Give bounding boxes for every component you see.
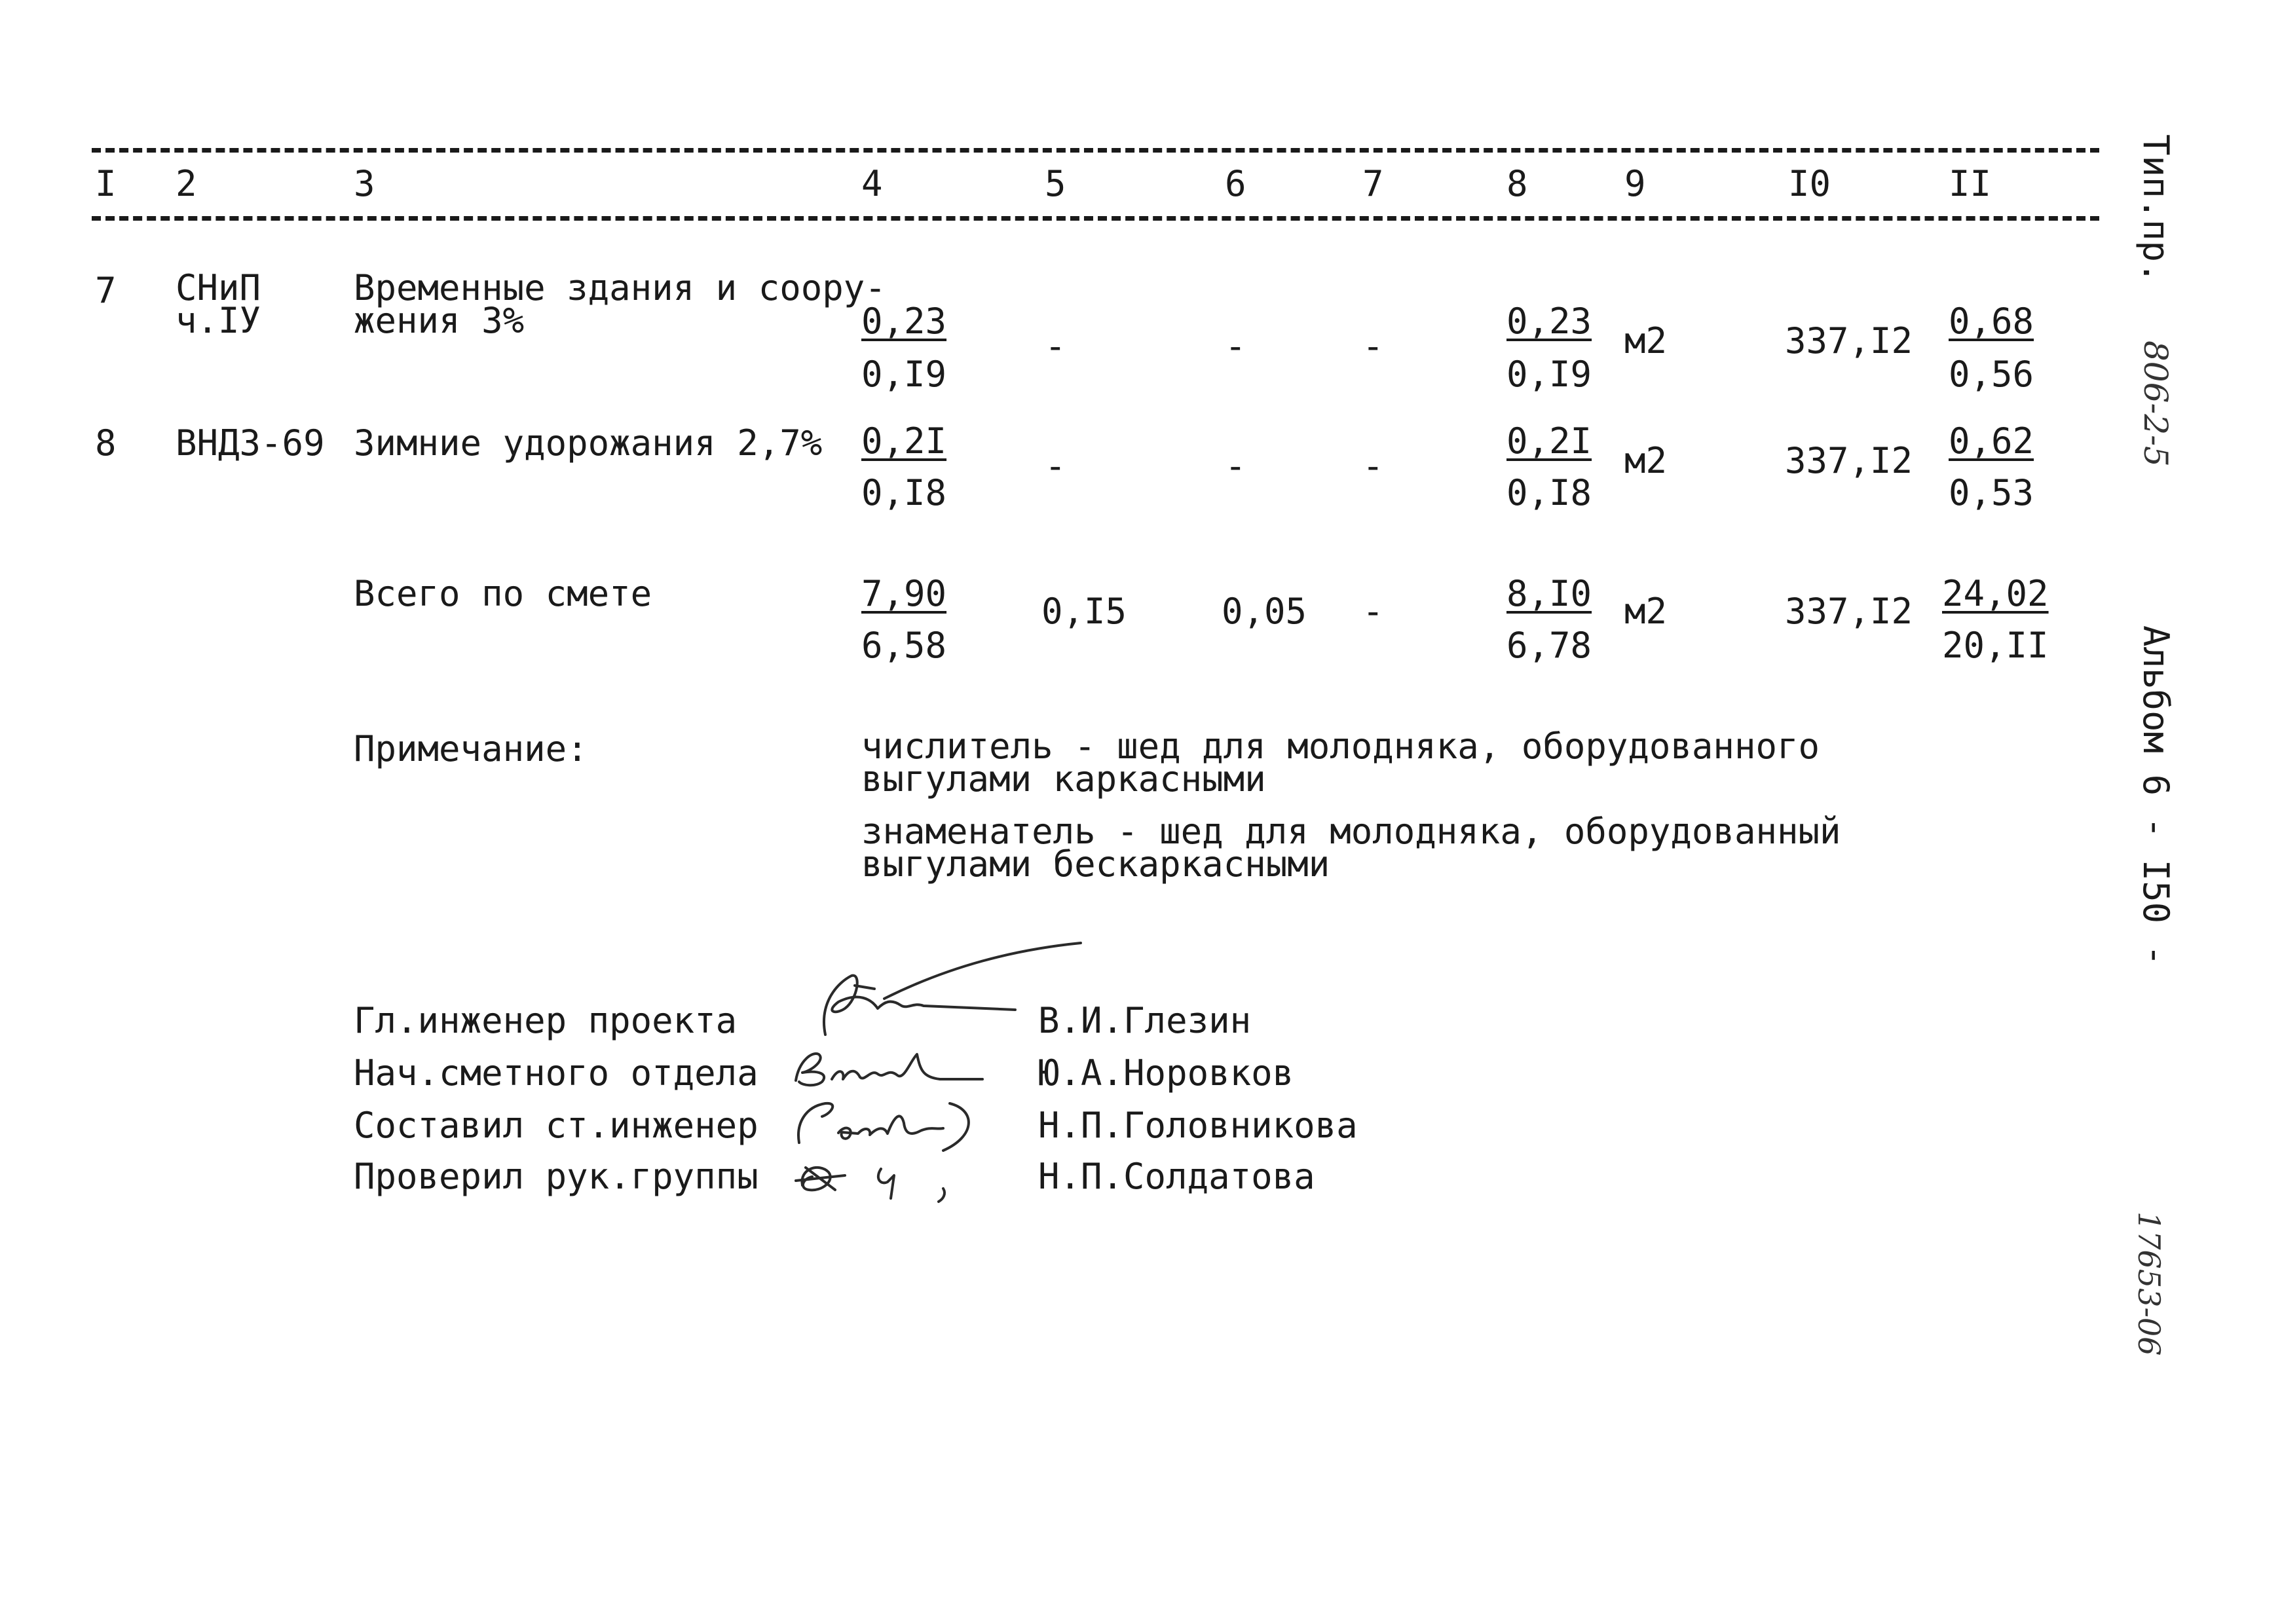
col-num-8: 8 <box>1506 163 1528 204</box>
c5-value: 0,I5 <box>1041 591 1127 632</box>
row-name-line1: Временные здания и соору- <box>354 267 886 308</box>
signer-position: Гл.инженер проекта <box>354 1000 738 1041</box>
signature-4-icon <box>783 1149 979 1202</box>
margin-project-label: Тип.пр. <box>2135 134 2177 284</box>
unit: м2 <box>1624 320 1668 361</box>
col-num-3: 3 <box>354 163 375 204</box>
c8-numerator: 0,23 <box>1506 301 1592 342</box>
unit: м2 <box>1624 591 1668 632</box>
c8-denominator: 0,I8 <box>1506 472 1592 513</box>
signer-name: Ю.А.Норовков <box>1038 1052 1294 1094</box>
col-num-2: 2 <box>176 163 197 204</box>
c7-value: - <box>1362 591 1384 632</box>
note-line-2: выгулами каркасными <box>861 758 1266 800</box>
c4-denominator: 0,I9 <box>861 354 947 395</box>
c10-value: 337,I2 <box>1785 440 1913 481</box>
signature-1-icon <box>799 936 1094 1048</box>
c6-value: - <box>1225 445 1246 487</box>
col-num-6: 6 <box>1225 163 1246 204</box>
signer-name: В.И.Глезин <box>1038 1000 1252 1041</box>
margin-project-number: 806-2-5 <box>2137 341 2175 467</box>
c10-value: 337,I2 <box>1785 320 1913 361</box>
total-label: Всего по смете <box>354 573 652 614</box>
col-num-5: 5 <box>1045 163 1066 204</box>
c5-value: - <box>1045 325 1066 367</box>
c11-numerator: 0,62 <box>1949 420 2034 462</box>
signer-name: Н.П.Солдатова <box>1038 1156 1315 1197</box>
row-code-line1: ВНДЗ-69 <box>176 422 325 464</box>
unit: м2 <box>1624 440 1668 481</box>
margin-album-page: Альбом 6 - I50 - <box>2135 625 2177 967</box>
c10-value: 337,I2 <box>1785 591 1913 632</box>
signature-3-icon <box>779 1090 996 1156</box>
signer-name: Н.П.Головникова <box>1038 1105 1358 1146</box>
signer-position: Проверил рук.группы <box>354 1156 758 1197</box>
margin-sheet-code: 17653-06 <box>2131 1211 2167 1356</box>
row-number: 7 <box>95 270 117 311</box>
c4-numerator: 0,2I <box>861 420 947 462</box>
note-line-4: выгулами бескаркасными <box>861 843 1330 885</box>
c4-denominator: 0,I8 <box>861 472 947 513</box>
c7-value: - <box>1362 445 1384 487</box>
c4-numerator: 0,23 <box>861 301 947 342</box>
row-name-line2: жения 3% <box>354 300 525 341</box>
c8-denominator: 6,78 <box>1506 625 1592 666</box>
col-num-9: 9 <box>1624 163 1646 204</box>
note-line-1: числитель - шед для молодняка, оборудованного <box>861 726 1820 767</box>
row-number: 8 <box>95 422 117 464</box>
c11-denominator: 0,53 <box>1949 472 2034 513</box>
c11-numerator: 24,02 <box>1942 573 2049 614</box>
c11-denominator: 20,II <box>1942 625 2049 666</box>
c6-value: - <box>1225 325 1246 367</box>
c6-value: 0,05 <box>1222 591 1307 632</box>
c4-numerator: 7,90 <box>861 573 947 614</box>
c11-numerator: 0,68 <box>1949 301 2034 342</box>
note-line-3: знаменатель - шед для молодняка, оборудованный <box>861 811 1841 852</box>
row-code-line2: ч.IУ <box>176 300 261 341</box>
c5-value: - <box>1045 445 1066 487</box>
signer-position: Составил ст.инженер <box>354 1105 758 1146</box>
c4-denominator: 6,58 <box>861 625 947 666</box>
c7-value: - <box>1362 325 1384 367</box>
header-top-rule <box>92 148 2099 153</box>
c8-numerator: 0,2I <box>1506 420 1592 462</box>
col-num-11: II <box>1949 163 1992 204</box>
signature-2-icon <box>783 1041 999 1094</box>
c11-denominator: 0,56 <box>1949 354 2034 395</box>
row-code-line1: СНиП <box>176 267 261 308</box>
col-num-1: I <box>95 163 117 204</box>
signer-position: Нач.сметного отдела <box>354 1052 758 1094</box>
c8-denominator: 0,I9 <box>1506 354 1592 395</box>
row-name-line1: Зимние удорожания 2,7% <box>354 422 823 464</box>
col-num-4: 4 <box>861 163 883 204</box>
note-label: Примечание: <box>354 728 588 769</box>
header-bottom-rule <box>92 216 2099 221</box>
col-num-7: 7 <box>1362 163 1384 204</box>
c8-numerator: 8,I0 <box>1506 573 1592 614</box>
col-num-10: I0 <box>1788 163 1831 204</box>
